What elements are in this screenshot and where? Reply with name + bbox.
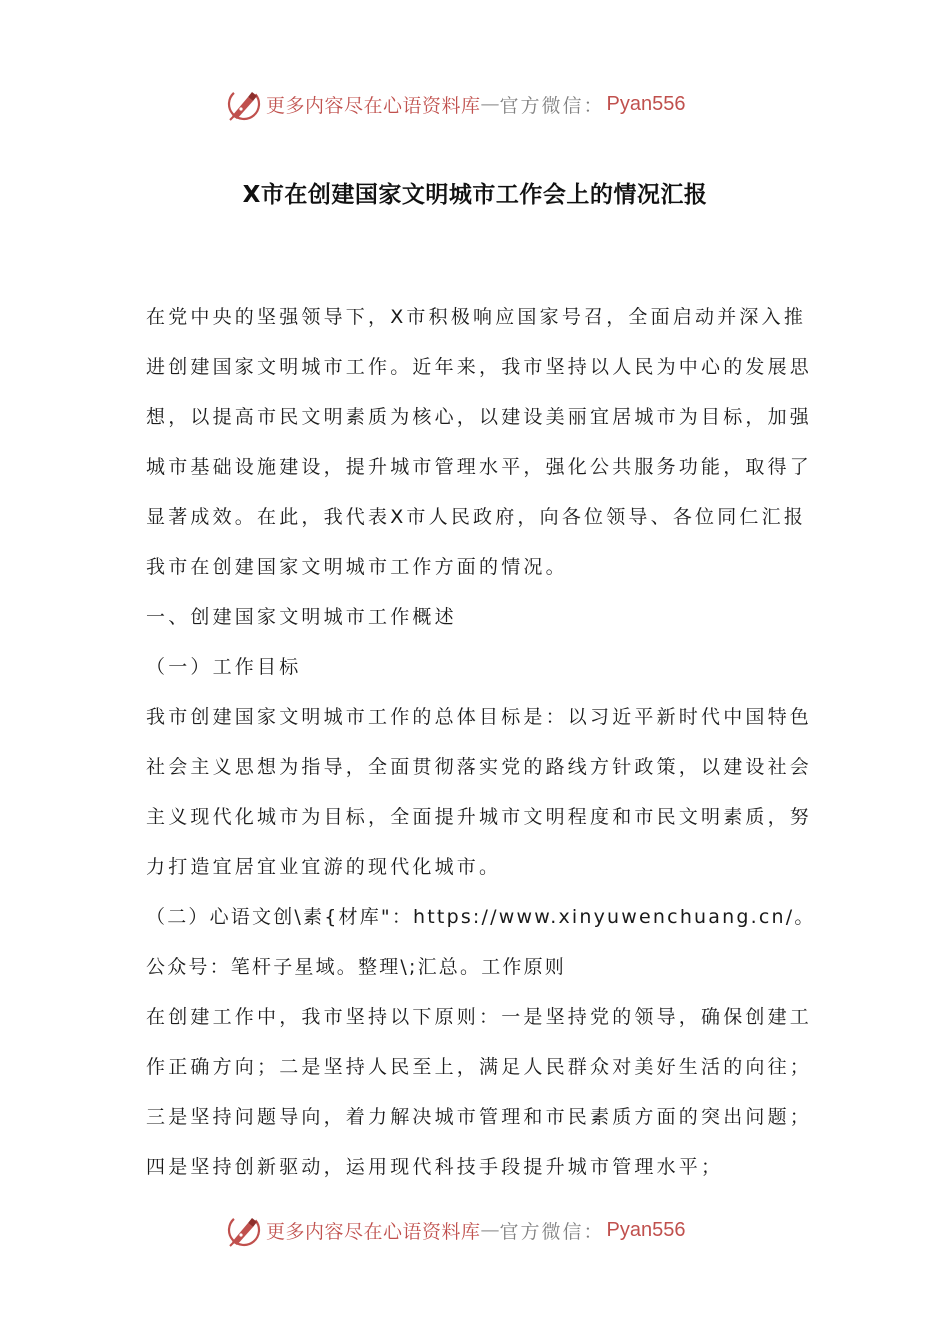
footer-banner — [226, 1210, 686, 1250]
banner-label: 官方微信： — [499, 1220, 605, 1243]
banner-wechat-id: Pyan556 — [606, 92, 686, 115]
banner-separator: — — [480, 93, 500, 115]
pen-nib-logo-icon — [226, 1212, 262, 1248]
banner-main-text: 更多内容尽在心语资料库 — [266, 94, 481, 117]
header-banner — [226, 84, 686, 124]
goals-paragraph: 我市创建国家文明城市工作的总体目标是：以习近平新时代中国特色社会主义思想为指导，全面贯彻落实党的路线方针政策，以建设社会主义现代化城市为目标，全面提升城市文明程度和市民文明素质，努力打造宜居宜业宜游的现代化城市。 — [146, 706, 813, 878]
document-body — [146, 292, 816, 1192]
document-title: X市在创建国家文明城市工作会上的情况汇报 — [242, 182, 708, 208]
principles-paragraph: 在创建工作中，我市坚持以下原则：一是坚持党的领导，确保创建工作正确方向；二是坚持人民至上，满足人民群众对美好生活的向往；三是坚持问题导向，着力解决城市管理和市民素质方面的突出问题；四是坚持创新驱动，运用现代科技手段提升城市管理水平； — [146, 1006, 813, 1178]
banner-label: 官方微信： — [499, 94, 605, 117]
banner-separator: — — [480, 1219, 500, 1241]
banner-wechat-id: Pyan556 — [606, 1218, 686, 1241]
pen-nib-logo-icon — [226, 86, 262, 122]
subsection-heading-goals: （一）工作目标 — [146, 656, 302, 678]
intro-paragraph: 在党中央的坚强领导下，X市积极响应国家号召，全面启动并深入推进创建国家文明城市工作。近年来，我市坚持以人民为中心的发展思想，以提高市民文明素质为核心，以建设美丽宜居城市为目标，加强城市基础设施建设，提升城市管理水平，强化公共服务功能，取得了显著成效。在此，我代表X市人民政府，向各位领导、各位同仁汇报我市在创建国家文明城市工作方面的情况。 — [146, 306, 813, 578]
subsection-heading-principles: （二）心语文创\素{材库"：https://www.xinyuwenchuang.cn/。公众号：笔杆子星域。整理\;汇总。工作原则 — [146, 906, 816, 978]
banner-main-text: 更多内容尽在心语资料库 — [266, 1220, 481, 1243]
section-heading-overview: 一、创建国家文明城市工作概述 — [146, 606, 457, 628]
